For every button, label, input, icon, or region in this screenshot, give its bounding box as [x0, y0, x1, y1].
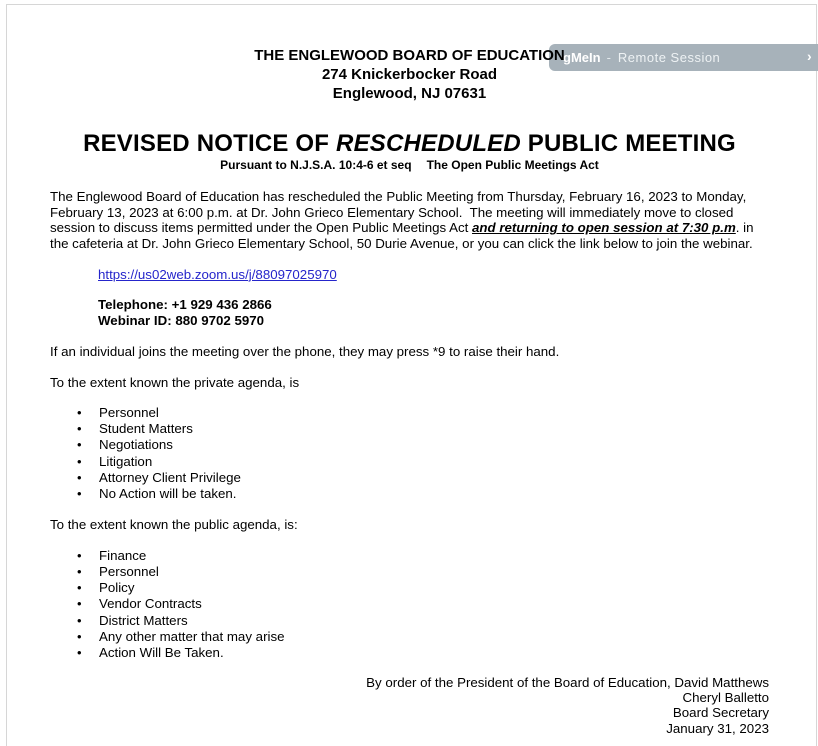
list-item — [50, 470, 769, 486]
list-item — [50, 454, 769, 470]
list-item — [50, 486, 769, 502]
bullet-icon: • — [77, 470, 82, 485]
private-agenda-intro: To the extent known the private agenda, is — [50, 374, 300, 390]
statute-reference: Pursuant to N.J.S.A. 10:4-6 et seq — [220, 158, 412, 172]
secretary-name: Cheryl Balletto — [682, 690, 769, 706]
secretary-title: Board Secretary — [672, 705, 769, 721]
raise-hand-note: If an individual joins the meeting over the phone, they may press *9 to raise their hand. — [50, 343, 560, 359]
bullet-icon: • — [77, 580, 82, 596]
bullet-icon: • — [77, 645, 82, 661]
list-item-label: Action Will Be Taken. — [99, 645, 224, 661]
list-item-label: No Action will be taken. — [99, 486, 237, 502]
list-item-label: Finance — [99, 547, 147, 563]
open-session-emphasis: and returning to open session at 7:30 p.m — [472, 220, 736, 236]
logmein-brand-label: gMeIn — [563, 50, 601, 65]
phone-block — [98, 297, 769, 329]
list-item-label: Policy — [99, 580, 135, 596]
org-street: 274 Knickerbocker Road — [321, 66, 498, 83]
notice-title — [50, 129, 769, 158]
list-item — [50, 548, 769, 564]
list-item-label: District Matters — [99, 612, 188, 628]
list-item-label: Student Matters — [99, 421, 193, 437]
chevron-right-icon[interactable]: › — [807, 48, 812, 64]
notice-date: January 31, 2023 — [666, 720, 769, 736]
bullet-icon: • — [77, 629, 82, 645]
list-item — [50, 629, 769, 645]
remote-session-label: Remote Session — [617, 50, 721, 65]
list-item — [50, 613, 769, 629]
list-item — [50, 564, 769, 580]
bullet-icon: • — [77, 596, 82, 612]
list-item-label: Litigation — [99, 453, 153, 469]
bullet-icon: • — [77, 486, 82, 502]
bullet-icon: • — [77, 547, 82, 563]
paragraph-line: February 13, 2023 at 6:00 p.m. at Dr. John Grieco Elementary School. The meeting will immediately move to closed — [50, 204, 734, 220]
bullet-icon: • — [77, 453, 82, 469]
list-item-label: Vendor Contracts — [99, 596, 202, 612]
zoom-webinar-link[interactable]: https://us02web.zoom.us/j/88097025970 — [98, 266, 337, 282]
document-page — [6, 4, 817, 746]
bullet-icon: • — [77, 421, 82, 437]
bullet-icon: • — [77, 404, 82, 420]
list-item-label: Personnel — [99, 404, 159, 420]
paragraph-line: the cafeteria at Dr. John Grieco Elementary School, 50 Durie Avenue, or you can click the link below to join the webinar. — [50, 236, 753, 252]
telephone-number: Telephone: +1 929 436 2866 — [98, 296, 272, 312]
list-item — [50, 405, 769, 421]
signature-block — [50, 675, 769, 737]
notice-title-rescheduled: RESCHEDULED — [336, 130, 521, 157]
public-agenda-intro: To the extent known the public agenda, is: — [50, 516, 298, 532]
bullet-icon: • — [77, 437, 82, 453]
public-agenda-list — [50, 548, 769, 662]
paragraph-line: The Englewood Board of Education has rescheduled the Public Meeting from Thursday, February 16, 2023 to Monday, — [50, 189, 747, 204]
bullet-icon: • — [77, 612, 82, 628]
banner-separator: - — [606, 50, 611, 65]
list-item-label: Any other matter that may arise — [99, 629, 285, 645]
notice-subtitle — [50, 158, 769, 173]
list-item — [50, 596, 769, 612]
by-order-line: By order of the President of the Board of Education, David Matthews — [366, 674, 769, 690]
notice-title-post: PUBLIC MEETING — [520, 130, 736, 157]
list-item — [50, 645, 769, 661]
letterhead — [50, 46, 769, 103]
private-agenda-list — [50, 405, 769, 503]
notice-title-pre: REVISED NOTICE OF — [83, 130, 337, 157]
list-item — [50, 421, 769, 437]
list-item-label: Personnel — [99, 563, 159, 579]
meeting-paragraph — [50, 189, 769, 252]
act-name: The Open Public Meetings Act — [426, 158, 599, 172]
org-city: Englewood, NJ 07631 — [332, 85, 487, 102]
list-item-label: Attorney Client Privilege — [99, 470, 241, 485]
list-item-label: Negotiations — [99, 437, 173, 453]
bullet-icon: • — [77, 563, 82, 579]
list-item — [50, 437, 769, 453]
webinar-id: Webinar ID: 880 9702 5970 — [98, 312, 265, 328]
org-name: THE ENGLEWOOD BOARD OF EDUCATION — [254, 47, 565, 64]
paragraph-line: session to discuss items permitted under the Open Public Meetings Act and returning to open session at 7:30 p.m. in — [50, 220, 754, 236]
list-item — [50, 580, 769, 596]
